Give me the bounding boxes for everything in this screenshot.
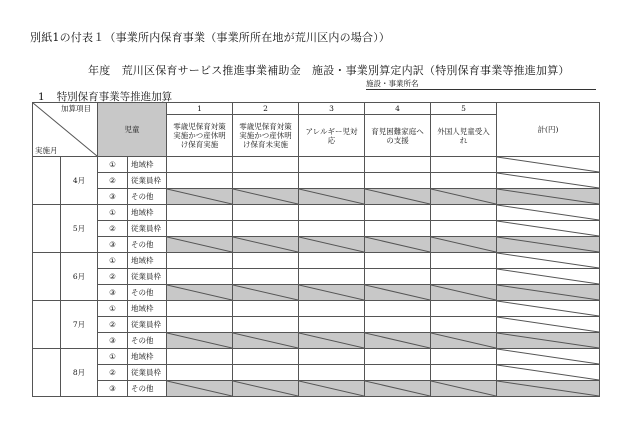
amount-input-cell[interactable]	[365, 221, 431, 237]
column-number: 3	[299, 103, 365, 115]
amount-input-cell[interactable]	[365, 253, 431, 269]
total-cell	[497, 317, 600, 333]
disabled-cell	[167, 189, 233, 205]
category-label: 地域枠	[128, 253, 167, 269]
category-mark: ①	[98, 253, 128, 269]
amount-input-cell[interactable]	[167, 205, 233, 221]
disabled-cell	[431, 333, 497, 349]
table-row	[33, 205, 600, 221]
amount-input-cell[interactable]	[167, 301, 233, 317]
table-row	[33, 189, 600, 205]
category-label: その他	[128, 189, 167, 205]
amount-input-cell[interactable]	[167, 317, 233, 333]
disabled-cell	[299, 381, 365, 397]
disabled-cell	[233, 381, 299, 397]
amount-input-cell[interactable]	[431, 349, 497, 365]
disabled-cell	[365, 333, 431, 349]
total-disabled-cell	[497, 237, 600, 253]
table-row	[33, 349, 600, 365]
category-mark: ②	[98, 269, 128, 285]
attachment-heading: 別紙1の付表１（事業所内保育事業（事業所所在地が荒川区内の場合））	[30, 31, 391, 44]
amount-input-cell[interactable]	[365, 301, 431, 317]
disabled-cell	[431, 189, 497, 205]
amount-input-cell[interactable]	[299, 221, 365, 237]
disabled-cell	[167, 333, 233, 349]
disabled-cell	[299, 285, 365, 301]
column-label: 育児困難家庭へ の支援	[365, 115, 431, 157]
month-spacer	[33, 301, 61, 349]
category-label: その他	[128, 333, 167, 349]
category-label: その他	[128, 381, 167, 397]
disabled-cell	[233, 285, 299, 301]
total-cell	[497, 349, 600, 365]
category-label: 地域枠	[128, 349, 167, 365]
disabled-cell	[299, 189, 365, 205]
amount-input-cell[interactable]	[167, 269, 233, 285]
month-spacer	[33, 205, 61, 253]
amount-input-cell[interactable]	[299, 253, 365, 269]
total-cell	[497, 221, 600, 237]
amount-input-cell[interactable]	[299, 301, 365, 317]
amount-input-cell[interactable]	[233, 173, 299, 189]
amount-input-cell[interactable]	[365, 173, 431, 189]
total-cell	[497, 253, 600, 269]
category-label: 従業員枠	[128, 269, 167, 285]
month-spacer	[33, 157, 61, 205]
amount-input-cell[interactable]	[365, 365, 431, 381]
amount-input-cell[interactable]	[365, 205, 431, 221]
disabled-cell	[233, 237, 299, 253]
category-mark: ②	[98, 221, 128, 237]
column-number: 4	[365, 103, 431, 115]
corner-bottom-label: 実施月	[35, 146, 58, 155]
total-cell	[497, 269, 600, 285]
amount-input-cell[interactable]	[431, 173, 497, 189]
disabled-cell	[431, 285, 497, 301]
amount-input-cell[interactable]	[299, 269, 365, 285]
table-row	[33, 221, 600, 237]
category-label: 地域枠	[128, 205, 167, 221]
table-row	[33, 333, 600, 349]
column-label: 零歳児保育対策 実施かつ産休明 け保育未実施	[233, 115, 299, 157]
category-mark: ①	[98, 301, 128, 317]
category-mark: ①	[98, 205, 128, 221]
amount-input-cell[interactable]	[431, 157, 497, 173]
disabled-cell	[167, 285, 233, 301]
amount-input-cell[interactable]	[167, 173, 233, 189]
amount-input-cell[interactable]	[167, 349, 233, 365]
category-mark: ③	[98, 333, 128, 349]
section-title-text: 特別保育事業等推進加算	[56, 91, 173, 103]
amount-input-cell[interactable]	[233, 317, 299, 333]
table-row	[33, 269, 600, 285]
amount-input-cell[interactable]	[431, 365, 497, 381]
amount-input-cell[interactable]	[167, 253, 233, 269]
disabled-cell	[299, 237, 365, 253]
category-label: 地域枠	[128, 301, 167, 317]
table-row	[33, 157, 600, 173]
amount-input-cell[interactable]	[431, 301, 497, 317]
amount-input-cell[interactable]	[233, 365, 299, 381]
disabled-cell	[233, 189, 299, 205]
category-mark: ①	[98, 157, 128, 173]
amount-input-cell[interactable]	[233, 221, 299, 237]
table-row	[33, 317, 600, 333]
disabled-cell	[365, 189, 431, 205]
table-row	[33, 253, 600, 269]
total-disabled-cell	[497, 285, 600, 301]
category-label: 従業員枠	[128, 365, 167, 381]
amount-input-cell[interactable]	[365, 349, 431, 365]
amount-input-cell[interactable]	[431, 269, 497, 285]
month-label: 6月	[61, 253, 98, 301]
disabled-cell	[167, 381, 233, 397]
disabled-cell	[365, 381, 431, 397]
column-label: 外国人児童受入 れ	[431, 115, 497, 157]
column-label: アレルギー児対 応	[299, 115, 365, 157]
category-label: 地域枠	[128, 157, 167, 173]
section-number: 1	[38, 91, 45, 103]
amount-input-cell[interactable]	[233, 253, 299, 269]
facility-name-field[interactable]	[366, 79, 596, 90]
amount-input-cell[interactable]	[365, 157, 431, 173]
total-cell	[497, 301, 600, 317]
category-label: 従業員枠	[128, 317, 167, 333]
table-row	[33, 301, 600, 317]
document-title: 年度 荒川区保育サービス推進事業補助金 施設・事業別算定内訳（特別保育事業等推進加算）	[88, 64, 570, 77]
amount-input-cell[interactable]	[233, 269, 299, 285]
amount-input-cell[interactable]	[365, 269, 431, 285]
column-number: 1	[167, 103, 233, 115]
amount-input-cell[interactable]	[299, 205, 365, 221]
table-row	[33, 237, 600, 253]
total-disabled-cell	[497, 333, 600, 349]
amount-input-cell[interactable]	[233, 205, 299, 221]
category-label: その他	[128, 285, 167, 301]
category-mark: ②	[98, 173, 128, 189]
disabled-cell	[233, 333, 299, 349]
total-disabled-cell	[497, 189, 600, 205]
category-mark: ③	[98, 189, 128, 205]
disabled-cell	[365, 237, 431, 253]
amount-input-cell[interactable]	[233, 301, 299, 317]
total-cell	[497, 365, 600, 381]
category-mark: ②	[98, 365, 128, 381]
column-number: 5	[431, 103, 497, 115]
table-row	[33, 365, 600, 381]
amount-input-cell[interactable]	[299, 317, 365, 333]
children-header: 児童	[98, 103, 167, 157]
category-label: 従業員枠	[128, 221, 167, 237]
disabled-cell	[431, 381, 497, 397]
amount-input-cell[interactable]	[299, 157, 365, 173]
calculation-table	[32, 102, 600, 397]
amount-input-cell[interactable]	[233, 349, 299, 365]
amount-input-cell[interactable]	[167, 221, 233, 237]
category-mark: ③	[98, 381, 128, 397]
category-mark: ①	[98, 349, 128, 365]
category-mark: ②	[98, 317, 128, 333]
total-cell	[497, 173, 600, 189]
disabled-cell	[299, 333, 365, 349]
table-row	[33, 173, 600, 189]
total-header: 計(円)	[497, 103, 600, 157]
category-mark: ③	[98, 285, 128, 301]
amount-input-cell[interactable]	[299, 173, 365, 189]
month-label: 8月	[61, 349, 98, 397]
disabled-cell	[365, 285, 431, 301]
column-label: 零歳児保育対策 実施かつ産休明 け保育実施	[167, 115, 233, 157]
amount-input-cell[interactable]	[365, 317, 431, 333]
month-spacer	[33, 253, 61, 301]
table-corner	[33, 103, 98, 157]
table-row	[33, 381, 600, 397]
total-cell	[497, 157, 600, 173]
category-mark: ③	[98, 237, 128, 253]
amount-input-cell[interactable]	[299, 349, 365, 365]
month-label: 7月	[61, 301, 98, 349]
column-number: 2	[233, 103, 299, 115]
month-label: 4月	[61, 157, 98, 205]
disabled-cell	[431, 237, 497, 253]
amount-input-cell[interactable]	[431, 221, 497, 237]
amount-input-cell[interactable]	[167, 365, 233, 381]
amount-input-cell[interactable]	[431, 205, 497, 221]
total-disabled-cell	[497, 381, 600, 397]
table-row	[33, 285, 600, 301]
amount-input-cell[interactable]	[299, 365, 365, 381]
disabled-cell	[167, 237, 233, 253]
month-label: 5月	[61, 205, 98, 253]
category-label: 従業員枠	[128, 173, 167, 189]
amount-input-cell[interactable]	[167, 157, 233, 173]
facility-name-label: 施設・事業所名	[366, 79, 419, 88]
amount-input-cell[interactable]	[431, 317, 497, 333]
month-spacer	[33, 349, 61, 397]
category-label: その他	[128, 237, 167, 253]
amount-input-cell[interactable]	[233, 157, 299, 173]
corner-top-label: 加算項目	[61, 104, 91, 113]
total-cell	[497, 205, 600, 221]
amount-input-cell[interactable]	[431, 253, 497, 269]
